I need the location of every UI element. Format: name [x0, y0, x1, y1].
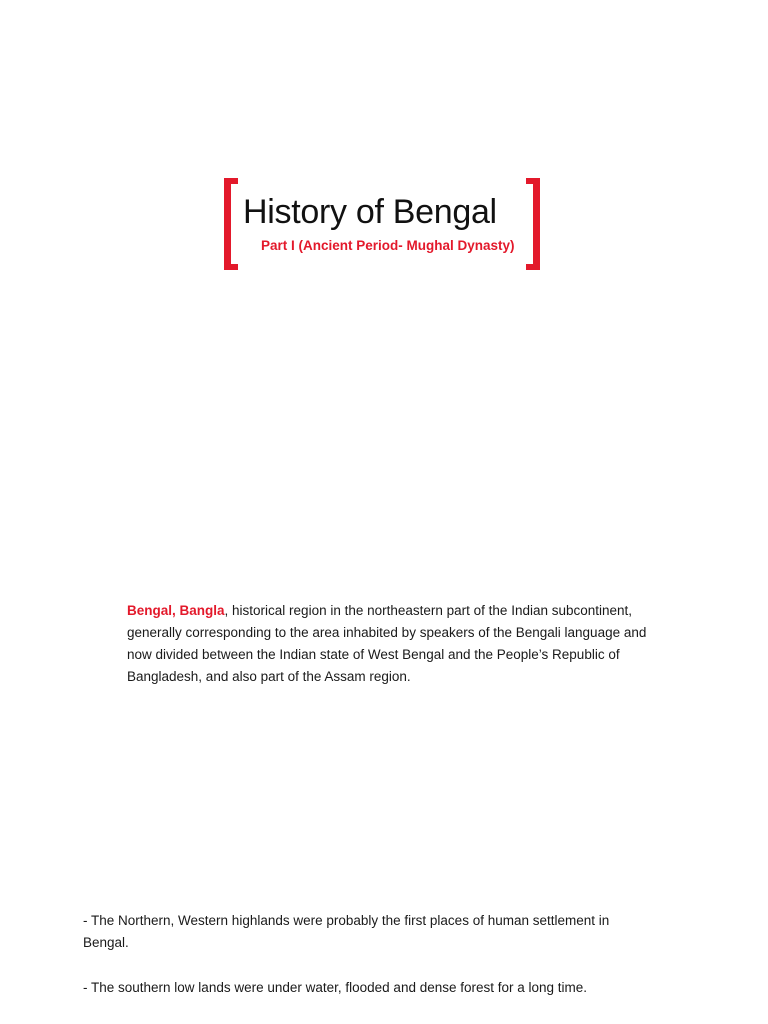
- title-block: [224, 178, 540, 272]
- bullet-point: - The Northern, Western highlands were probably the first places of human settlement in Bengal.: [83, 913, 610, 950]
- intro-text: , historical region in the northeastern part of the Indian subcontinent, generally corresponding to the area inhabited by speakers of the Bengali language and now divided between the Indian state of West Bengal and the People’s Republic of Bangladesh, and also part of the Assam region.: [127, 603, 647, 684]
- intro-highlight: Bengal, Bangla: [127, 603, 225, 618]
- bullet-point: - The southern low lands were under water, flooded and dense forest for a long time.: [83, 980, 588, 995]
- document-subtitle: Part I (Ancient Period- Mughal Dynasty): [261, 238, 515, 253]
- left-bracket: [224, 178, 238, 270]
- intro-paragraph: [127, 600, 667, 688]
- right-bracket: [526, 178, 540, 270]
- document-title: History of Bengal: [243, 193, 497, 231]
